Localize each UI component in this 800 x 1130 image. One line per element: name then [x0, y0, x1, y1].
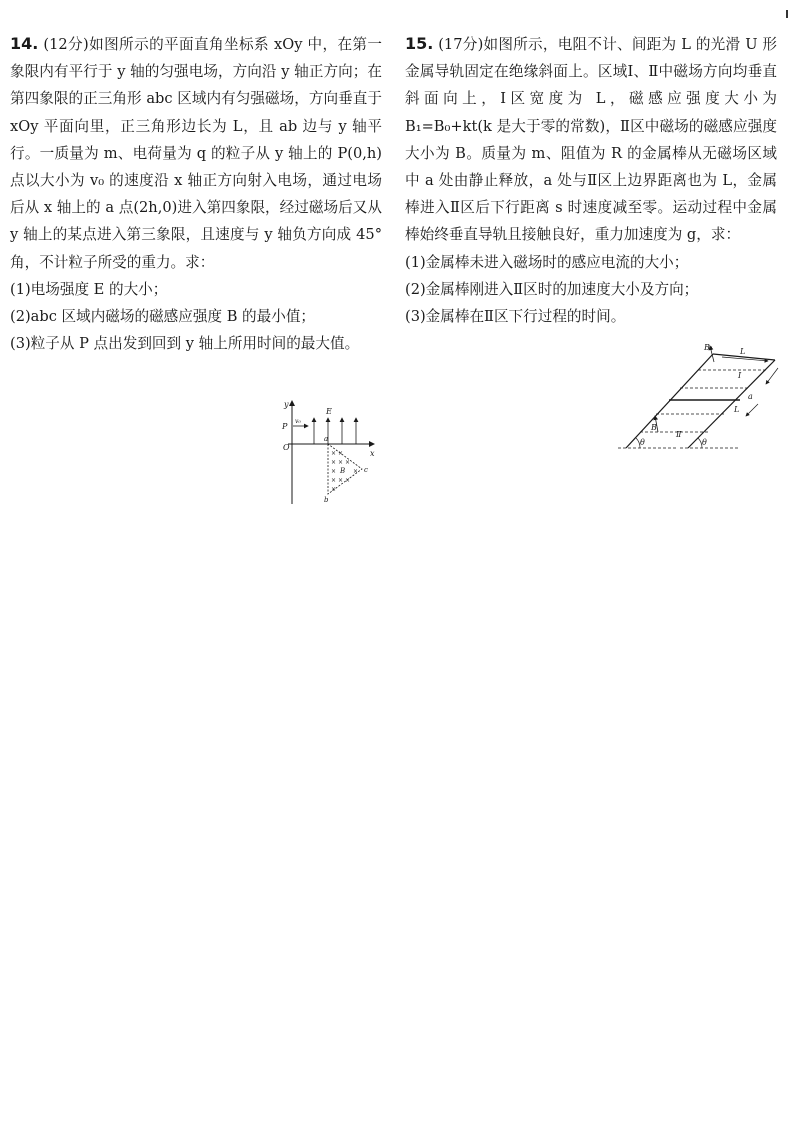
q14-stem: [10, 30, 382, 276]
q15-theta-left: θ: [640, 438, 645, 447]
svg-text:×: ×: [331, 459, 337, 466]
q14-p-label: P: [282, 422, 288, 431]
q15-region2-label: Ⅱ: [676, 430, 682, 439]
q15-figure: [618, 340, 788, 455]
q15-part-1: (1)金属棒未进入磁场时的感应电流的大小；: [405, 253, 689, 271]
svg-text:×: ×: [353, 468, 359, 475]
q15-theta-right: θ: [702, 438, 707, 447]
q15-stem: [405, 30, 777, 249]
svg-text:×: ×: [338, 459, 344, 466]
q15-l-mid-label: L: [734, 405, 740, 414]
q15-part-3: (3)金属棒在Ⅱ区下行过程的时间。: [405, 308, 626, 326]
q15-score: (17分): [438, 36, 484, 53]
q15-part-2: (2)金属棒刚进入Ⅱ区时的加速度大小及方向；: [405, 280, 699, 298]
q14-part-3: (3)粒子从 P 点出发到回到 y 轴上所用时间的最大值。: [10, 335, 360, 353]
q14-field-label: B: [340, 467, 346, 475]
q14-part-2: (2)abc 区域内磁场的磁感应强度 B 的最小值；: [10, 308, 316, 326]
q14-origin-label: O: [283, 443, 290, 452]
q14-stem-text: 如图所示的平面直角坐标系 xOy 中，在第一象限内有平行于 y 轴的匀强电场，方向沿 y 轴正方向；在第四象限的正三角形 abc 区域内有匀强磁场，方向垂直于 xOy 平面向里，正三角形边长为 L，且 ab 边与 y 轴平行。一质量为 m、电荷量为 q 的粒子从 y 轴上的 P(0,h) 点以大小为 v₀ 的速度沿 x 轴正方向射入电场，通过电场后从 x 轴上的 a 点(2h,0)进入第四象限，经过磁场后又从 y 轴上的某点进入第三象限，且速度与 y 轴负方向成 45°角，不计粒子所受的重力。求：: [10, 36, 383, 271]
q15-b-label: B: [651, 423, 657, 432]
q14-score: (12分): [43, 36, 89, 53]
q14-number: 14.: [10, 34, 39, 53]
svg-text:×: ×: [338, 450, 344, 457]
q15-diagram: [618, 340, 788, 455]
svg-text:×: ×: [331, 468, 337, 475]
q15-rail-left: [626, 354, 713, 448]
q15-b1-label: B₁: [704, 343, 714, 352]
q15-stem-text: 如图所示，电阻不计、间距为 L 的光滑 U 形金属导轨固定在绝缘斜面上。区域Ⅰ、Ⅱ中磁场方向均垂直斜面向上，Ⅰ区宽度为 L，磁感应强度大小为 B₁=B₀+kt(k 是大于零的常数)，Ⅱ区中磁场的磁感应强度大小为 B。质量为 m、阻值为 R 的金属棒从无磁场区域中 a 处由静止释放，a 处与Ⅱ区上边界距离也为 L，金属棒进入Ⅱ区后下行距离 s 时速度减至零。运动过程中金属棒始终垂直导轨且接触良好，重力加速度为 g，求：: [405, 36, 777, 244]
q14-b-label: b: [324, 496, 329, 504]
q14-y-label: y: [284, 400, 289, 409]
question-15: [405, 30, 777, 330]
page-edge-mark: [786, 10, 788, 18]
q15-l-dimension-right-1: [766, 368, 778, 384]
q15-l-dimension-right-2: [746, 404, 758, 416]
svg-text:×: ×: [338, 477, 344, 484]
q15-region1-label: Ⅰ: [738, 371, 742, 380]
question-14: [10, 30, 382, 357]
q15-l-top-label: L: [740, 347, 746, 356]
q14-a-label: a: [324, 435, 329, 443]
q14-diagram: [278, 398, 378, 508]
q14-part-1: (1)电场强度 E 的大小；: [10, 280, 168, 298]
q15-number: 15.: [405, 34, 434, 53]
q14-x-label: x: [370, 449, 375, 458]
svg-text:×: ×: [345, 459, 351, 466]
q14-e-label: E: [326, 407, 332, 416]
svg-text:×: ×: [331, 450, 337, 457]
q14-c-label: c: [364, 466, 368, 474]
svg-text:×: ×: [331, 477, 337, 484]
q15-rail-right: [688, 360, 775, 448]
svg-text:×: ×: [331, 486, 337, 493]
q15-a-label: a: [748, 392, 753, 401]
q14-figure: [278, 398, 378, 508]
q14-v-label: v₀: [295, 418, 301, 425]
svg-text:×: ×: [345, 477, 351, 484]
